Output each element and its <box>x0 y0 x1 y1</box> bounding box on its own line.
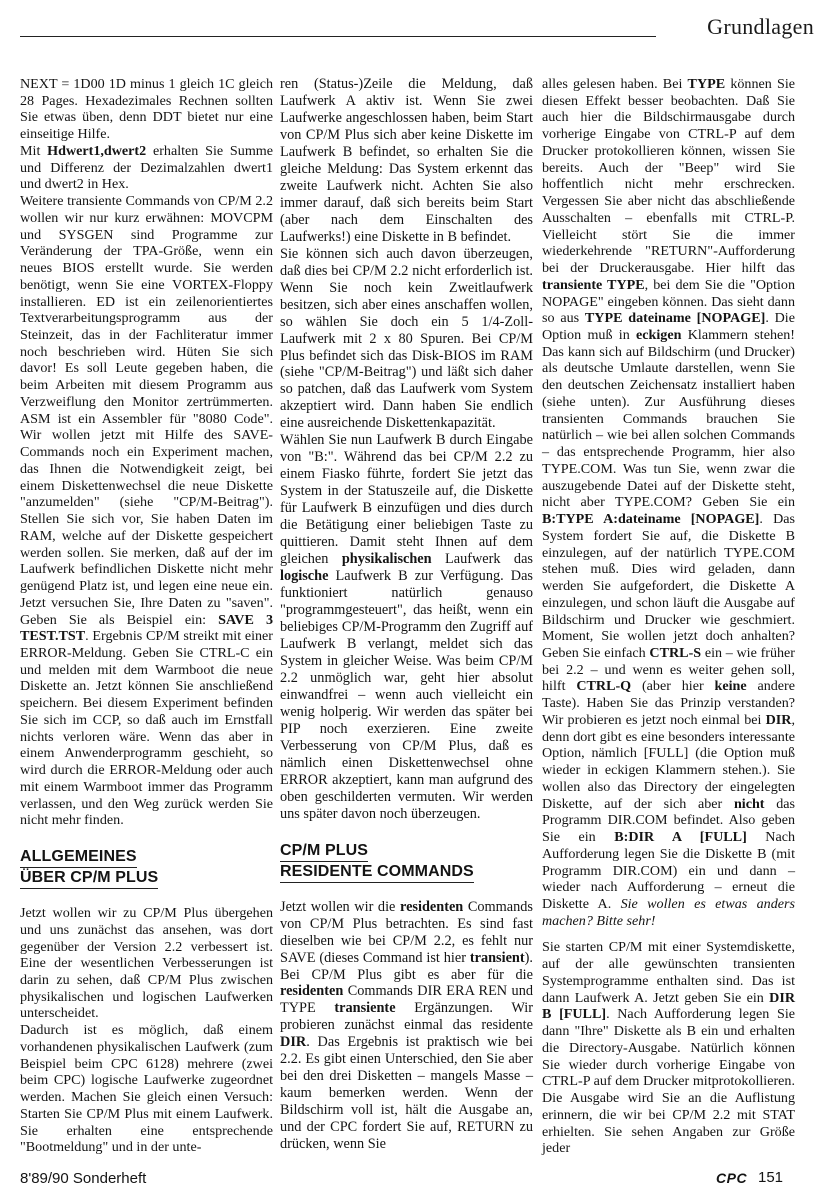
column-3 <box>542 76 795 1157</box>
header-rule <box>20 36 656 37</box>
paragraph: Sie können sich auch davon überzeugen, daß dies bei CP/M 2.2 nicht erforderlich ist. Wenn Sie noch kein Zweitlaufwerk besitzen, sich aber eines anschaffen wollen, so wählen Sie doch ein 5 1/4-Zoll-Laufwerk mit 2 x 80 Spuren. Bei CP/M Plus befindet sich das Disk-BIOS im RAM (siehe "CP/M-Beitrag") und läßt sich daher so patchen, daß das Laufwerk vom System akzeptiert wird. Dann haben Sie endlich eine ausreichende Diskettenkapazität. <box>280 245 533 432</box>
paragraph: alles gelesen haben. Bei TYPE können Sie diesen Effekt besser beobachten. Daß Sie auch hier die Bildschirmausgabe durch vorherige Eingabe von CTRL-P auf dem Drucker protokollieren können, wissen Sie bereits. Auch der "Beep" wird Sie hoffentlich nicht mehr erschrecken. Vergessen Sie aber nicht das abschließende Ausschalten – ebenfalls mit CTRL-P. Vielleicht stört Sie die immer wiederkehrende "RETURN"-Aufforderung bei der Druckerausgabe. Hier hilft das transiente TYPE, bei dem Sie die "Option NOPAGE" eingeben können. Das sieht dann so aus TYPE dateiname [NOPAGE]. Die Option muß in eckigen Klammern stehen! Das kann sich auf Bildschirm (und Drucker) als deutsche Umlaute darstellen, wenn Sie den deutschen Zeichensatz installiert haben (siehe unten). Zur Ausführung dieses transienten Commands brauchen Sie natürlich – wie bei allen solchen Commands – das entsprechende Programm, hier also TYPE.COM. Was tun Sie, wenn zwar die auszugebende Datei auf der Diskette steht, nicht aber TYPE.COM? Geben Sie ein B:TYPE A:dateiname [NOPAGE]. Das System fordert Sie auf, die Diskette B einzulegen, auf der natürlich TYPE.COM stehen muß. Dies wird geladen, dann werden Sie aufgefordert, die Diskette A einzulegen, und schon läuft die Ausgabe auf Bildschirm und Drucker wie geschmiert. Moment, Sie wollen jetzt doch anhalten? Geben Sie einfach CTRL-S ein – wie früher bei 2.2 – und wenn es weiter gehen soll, hilft CTRL-Q (aber hier keine andere Taste). Haben Sie das Prinzip verstanden? Wir probieren es jetzt noch einmal bei DIR, denn dort gibt es eine besonders interessante Option, nämlich [FULL] (die Option muß wieder in eckigen Klammern stehen.). Sie wollen also das Directory der eingelegten Diskette, auf der sich aber nicht das Programm DIR.COM befindet. Also geben Sie ein B:DIR A [FULL] Nach Aufforderung legen Sie die Diskette B (mit Programm DIR.COM) ein und dann – wieder nach Aufforderung – erneut die Diskette A. Sie wollen es etwas anders machen? Bitte sehr! <box>542 76 796 929</box>
paragraph: Mit Hdwert1,dwert2 erhalten Sie Summe und Differenz der Dezimalzahlen dwert1 und dwert2 in Hex. <box>20 142 274 193</box>
paragraph: NEXT = 1D00 1D minus 1 gleich 1C gleich 28 Pages. Hexadezimales Rechnen sollten Sie etwas üben, denn DDT bietet nur eine einseitige Hilfe. <box>20 76 273 143</box>
page-number: 151 <box>758 1169 784 1186</box>
paragraph: Sie starten CP/M mit einer Systemdiskette, auf der alle gewünschten transienten Systemprogramme enthalten sind. Das ist dann Laufwerk A. Jetzt geben Sie ein DIR B [FULL]. Nach Aufforderung legen Sie dann "Ihre" Diskette als B ein und erhalten die Directory-Ausgabe. Natürlich können Sie wieder durch vorherige Eingabe von CTRL-P auf dem Drucker mitprotokollieren. Die Ausgabe wird Sie an die Auflistung erinnern, die wir bei CP/M 2.2 mit STAT erhielten. Sie sehen Angaben zur Größe jeder <box>542 939 796 1157</box>
column-2 <box>280 76 533 1153</box>
section-label: Grundlagen <box>707 14 814 39</box>
paragraph: Jetzt wollen wir die residenten Commands von CP/M Plus betrachten. Es sind fast dieselben wie bei CP/M 2.2, es fehlt nur SAVE (dieses Command ist hier transient). Bei CP/M Plus gibt es aber für die residenten Commands DIR ERA REN und TYPE transiente Ergänzungen. Wir probieren zunächst einmal das residente DIR. Das Ergebnis ist praktisch wie bei 2.2. Es gibt einen Unterschied, den Sie aber bei den drei Disketten – mangels Masse – kaum bemerken werden. Wenn der Bildschirm voll ist, hält die Ausgabe an, und der CPC fordert Sie auf, RETURN zu drücken, wenn Sie <box>280 898 533 1153</box>
subheading-residente-commands: CP/M PLUS RESIDENTE COMMANDS <box>280 841 533 883</box>
paragraph: Weitere transiente Commands von CP/M 2.2 wollen wir nur kurz erwähnen: MOVCPM und SYSGEN sind Programme zur Veränderung der TPA-Größe, wenn ein neues BIOS erstellt wurde. Sie werden benötigt, wenn Sie eine VORTEX-Floppy installieren. ED ist ein zeilenorientiertes Textverarbeitungsprogramm aus der Steinzeit, das in der Fachliteratur immer noch beschrieben wird. Hüten Sie sich davor! Es soll Leute gegeben haben, die beim Arbeiten mit diesem Programm aus Verzweiflung den Monitor zertrümmerten. ASM ist ein Assembler für "8080 Code". Wir wollen jetzt mit Hilfe des SAVE-Commands noch ein Experiment machen, das Ihnen die Notwendigkeit zeigt, bei einem Diskettenwechsel die neue Diskette "anzumelden" (siehe "CP/M-Beitrag"). Stellen Sie sich vor, Sie haben Daten im RAM, welche auf der Diskette gespeichert werden sollen. Sie merken, daß auf der im Laufwerk befindlichen Diskette nicht mehr genügend Platz ist, und legen eine neue ein. Jetzt versuchen Sie, Ihre Daten zu "saven". Geben Sie als Beispiel ein: SAVE 3 TEST.TST. Ergebnis CP/M streikt mit einer ERROR-Meldung. Geben Sie CTRL-C ein und melden mit dem Warmboot die neue Diskette an. Jetzt können Sie anschließend speichern. Bei diesem Experiment befinden Sie sich im CCP, so daß auch im Ernstfall nichts verloren wäre. Wenn das aber in einem Anwenderprogramm geschieht, so wird durch die ERROR-Meldung oder auch mit einem Warmboot immer das Programm verlassen, und den Weg zurück werden Sie nicht mehr finden. <box>20 193 273 829</box>
paragraph: Jetzt wollen wir zu CP/M Plus übergehen und uns zunächst das ansehen, was dort gegenüber der Version 2.2 verbessert ist. Eine der wesentlichen Verbesserungen ist darin zu sehen, daß CP/M Plus zwischen physikalischen und logischen Laufwerken unterscheidet. <box>20 905 273 1022</box>
paragraph: Wählen Sie nun Laufwerk B durch Eingabe von "B:". Während das bei CP/M 2.2 zu einem Fiasko führte, fordert Sie jetzt das System in der Statuszeile auf, die Diskette für Laufwerk B einzufügen und dies durch die Betätigung einer beliebigen Taste zu quittieren. Damit steht Ihnen auf dem gleichen physikalischen Laufwerk das logische Laufwerk B zur Verfügung. Das funktioniert natürlich genauso "programmgesteuert", das heißt, wenn ein beliebiges CP/M-Programm den Zugriff auf Laufwerk B verlangt, meldet sich das System in gleicher Weise. Was beim CP/M 2.2 unmöglich war, geht hier absolut einwandfrei – wenn auch vielleicht ein wenig holperig. Wir werden das später bei PIP noch exerzieren. Eine zweite Verbesserung von CP/M Plus, daß es nämlich einen Diskettenwechsel ohne ERROR akzeptiert, kann man aufgrund des oben geschilderten vermuten. Wir werden uns später davon noch überzeugen. <box>280 432 533 822</box>
paragraph: Dadurch ist es möglich, daß einem vorhandenen physikalischen Laufwerk (zum Beispiel beim CPC 6128) mehrere (zwei beim CPC) logische Laufwerke zugeordnet werden. Machen Sie gleich einen Versuch: Starten Sie CP/M Plus mit einem Laufwerk. Sie erhalten eine entsprechende "Bootmeldung" und in der unte- <box>20 1022 273 1156</box>
column-1 <box>20 76 273 1156</box>
paragraph: ren (Status-)Zeile die Meldung, daß Laufwerk A aktiv ist. Wenn Sie zwei Laufwerke angeschlossen haben, beim Start von CP/M Plus sich aber keine Diskette im Laufwerk B befindet, so erhalten Sie die gleiche Meldung: Das System erkennt das zweite Laufwerk nicht. Achten Sie also immer darauf, daß sich bereits beim Start (aber nach dem Einschalten des Laufwerks!) eine Diskette in B befindet. <box>280 76 533 245</box>
magazine-logo: CPC <box>716 1170 748 1186</box>
subheading-allgemeines: ALLGEMEINES ÜBER CP/M PLUS <box>20 847 273 889</box>
footer-issue: 8'89/90 Sonderheft <box>20 1170 147 1187</box>
